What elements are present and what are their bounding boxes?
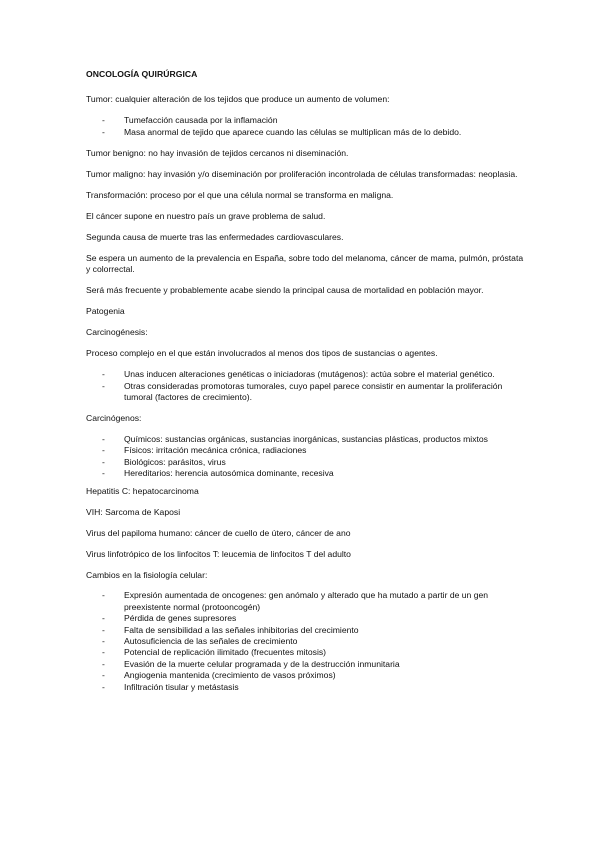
htlv-text: Virus linfotrópico de los linfocitos T: leucemia de linfocitos T del adulto xyxy=(86,549,351,560)
carcinogen-list xyxy=(86,434,526,480)
benign-tumor-definition: Tumor benigno: no hay invasión de tejidos cercanos ni diseminación. xyxy=(86,147,349,158)
cell-physiology-item: - Evasión de la muerte celular programada y de la destrucción inmunitaria xyxy=(86,659,526,670)
cell-physiology-item: - Angiogenia mantenida (crecimiento de vasos próximos) xyxy=(86,670,526,681)
cell-physiology-list xyxy=(86,590,526,693)
tumor-definition: Tumor: cualquier alteración de los tejidos que produce un aumento de volumen: xyxy=(86,94,390,105)
hepatitis-c-text: Hepatitis C: hepatocarcinoma xyxy=(86,486,199,497)
agent-type-item: - Otras consideradas promotoras tumorales, cuyo papel parece consistir en aumentar la proliferación tumoral (factores de crecimiento). xyxy=(86,381,526,404)
cell-physiology-heading: Cambios en la fisiología celular: xyxy=(86,570,208,581)
tumor-type-list xyxy=(86,115,526,138)
cell-physiology-item: - Infiltración tisular y metástasis xyxy=(86,682,526,693)
tumor-type-item: - Masa anormal de tejido que aparece cuando las células se multiplican más de lo debido. xyxy=(86,127,526,138)
document-page xyxy=(86,69,526,703)
second-cause-text: Segunda causa de muerte tras las enfermedades cardiovasculares. xyxy=(86,231,344,242)
document-title: ONCOLOGÍA QUIRÚRGICA xyxy=(86,69,198,79)
tumor-type-item: - Tumefacción causada por la inflamación xyxy=(86,115,526,126)
cell-physiology-item: - Autosuficiencia de las señales de crecimiento xyxy=(86,636,526,647)
transformation-definition: Transformación: proceso por el que una célula normal se transforma en maligna. xyxy=(86,189,394,200)
cell-physiology-item: - Falta de sensibilidad a las señales inhibitorias del crecimiento xyxy=(86,625,526,636)
vih-text: VIH: Sarcoma de Kaposi xyxy=(86,507,181,518)
hpv-text: Virus del papiloma humano: cáncer de cuello de útero, cáncer de ano xyxy=(86,528,351,539)
carcinogenesis-process: Proceso complejo en el que están involucrados al menos dos tipos de sustancias o agentes. xyxy=(86,348,438,359)
carcinogen-item: - Hereditarios: herencia autosómica dominante, recesiva xyxy=(86,468,526,479)
future-cause-text: Será más frecuente y probablemente acabe siendo la principal causa de mortalidad en población mayor. xyxy=(86,285,484,296)
cell-physiology-item: - Potencial de replicación ilimitado (frecuentes mitosis) xyxy=(86,647,526,658)
agent-type-list xyxy=(86,369,526,403)
carcinogenesis-heading: Carcinogénesis: xyxy=(86,327,148,338)
cancer-problem-text: El cáncer supone en nuestro país un grave problema de salud. xyxy=(86,210,326,221)
carcinogen-item: - Químicos: sustancias orgánicas, sustancias inorgánicas, sustancias plásticas, productos mixtos xyxy=(86,434,526,445)
carcinogen-item: - Físicos: irritación mecánica crónica, radiaciones xyxy=(86,445,526,456)
pathogenesis-heading: Patogenia xyxy=(86,306,125,317)
cell-physiology-item: - Pérdida de genes supresores xyxy=(86,613,526,624)
agent-type-item: - Unas inducen alteraciones genéticas o iniciadoras (mutágenos): actúa sobre el material genético. xyxy=(86,369,526,380)
carcinogens-heading: Carcinógenos: xyxy=(86,413,142,424)
malignant-tumor-definition: Tumor maligno: hay invasión y/o diseminación por proliferación incontrolada de células transformadas: neoplasia. xyxy=(86,168,518,179)
carcinogen-item: - Biológicos: parásitos, virus xyxy=(86,457,526,468)
prevalence-text: Se espera un aumento de la prevalencia en España, sobre todo del melanoma, cáncer de mama, pulmón, próstata y colorrectal. xyxy=(86,252,524,275)
cell-physiology-item: - Expresión aumentada de oncogenes: gen anómalo y alterado que ha mutado a partir de un gen preexistente normal (protooncogén) xyxy=(86,590,526,613)
